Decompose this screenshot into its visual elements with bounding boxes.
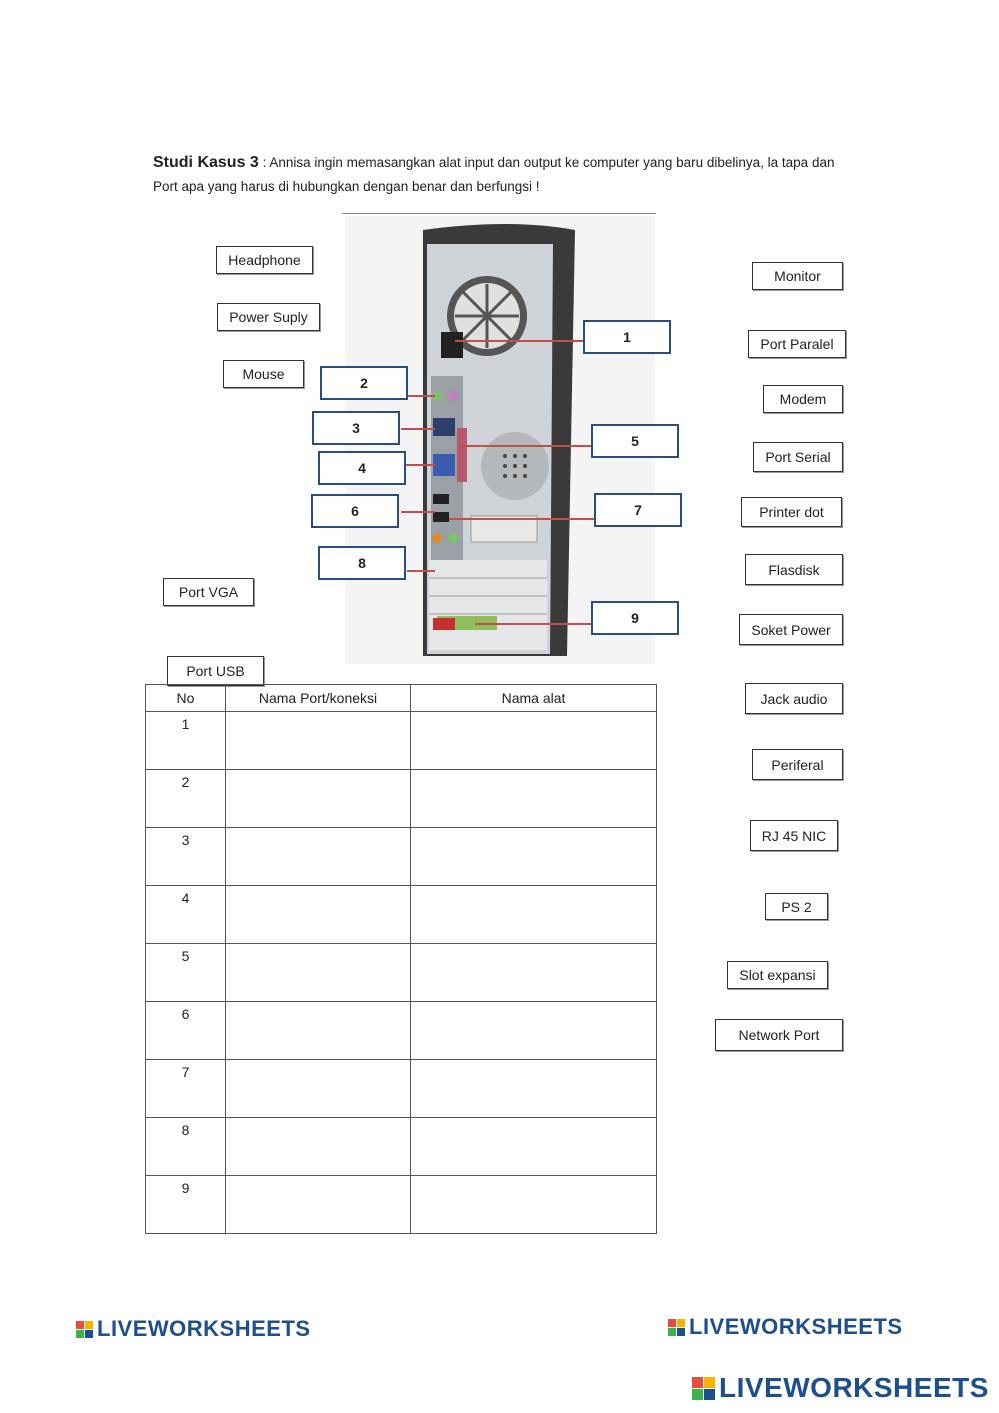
drop-cell-port[interactable]: [226, 770, 411, 828]
row-number: 4: [146, 886, 226, 944]
drop-cell-port[interactable]: [226, 1060, 411, 1118]
drop-cell-port[interactable]: [226, 1002, 411, 1060]
callout-6: 6: [311, 494, 399, 528]
table-row: [146, 1176, 657, 1234]
drop-cell-device[interactable]: [411, 1176, 657, 1234]
label-port-usb[interactable]: Port USB: [167, 656, 264, 686]
drop-cell-device[interactable]: [411, 712, 657, 770]
logo-mark-icon: [76, 1321, 93, 1338]
drop-cell-device[interactable]: [411, 944, 657, 1002]
liveworksheets-logo-right: [668, 1314, 903, 1340]
table-row: [146, 1118, 657, 1176]
drop-cell-device[interactable]: [411, 1118, 657, 1176]
drop-cell-port[interactable]: [226, 828, 411, 886]
table-row: [146, 1002, 657, 1060]
label-slot-expansi[interactable]: Slot expansi: [727, 961, 828, 989]
callout-4: 4: [318, 451, 406, 485]
callout-9: 9: [591, 601, 679, 635]
label-modem[interactable]: Modem: [763, 385, 843, 413]
header-port-name: Nama Port/koneksi: [226, 685, 411, 712]
label-monitor[interactable]: Monitor: [752, 262, 843, 290]
label-port-paralel[interactable]: Port Paralel: [748, 330, 846, 358]
label-port-vga[interactable]: Port VGA: [163, 578, 254, 606]
label-periferal[interactable]: Periferal: [752, 749, 843, 780]
row-number: 6: [146, 1002, 226, 1060]
table-row: [146, 828, 657, 886]
table-row: [146, 770, 657, 828]
label-network-port[interactable]: Network Port: [715, 1019, 843, 1051]
liveworksheets-logo-left: [76, 1316, 311, 1342]
drop-cell-device[interactable]: [411, 1060, 657, 1118]
logo-text: LIVEWORKSHEETS: [689, 1314, 903, 1339]
row-number: 8: [146, 1118, 226, 1176]
header-no: No: [146, 685, 226, 712]
label-port-serial[interactable]: Port Serial: [753, 442, 843, 472]
label-mouse[interactable]: Mouse: [223, 360, 304, 388]
drop-cell-device[interactable]: [411, 1002, 657, 1060]
label-headphone[interactable]: Headphone: [216, 246, 313, 274]
drop-cell-device[interactable]: [411, 886, 657, 944]
divider: [342, 213, 656, 214]
answer-table: [145, 684, 657, 1234]
table-row: [146, 712, 657, 770]
case-title: Studi Kasus 3: [153, 154, 259, 171]
logo-text: LIVEWORKSHEETS: [719, 1372, 989, 1403]
callout-1: 1: [583, 320, 671, 354]
drop-cell-port[interactable]: [226, 944, 411, 1002]
drop-cell-port[interactable]: [226, 1118, 411, 1176]
callout-3: 3: [312, 411, 400, 445]
label-jack-audio[interactable]: Jack audio: [745, 683, 843, 714]
row-number: 7: [146, 1060, 226, 1118]
drop-cell-device[interactable]: [411, 828, 657, 886]
row-number: 3: [146, 828, 226, 886]
callout-8: 8: [318, 546, 406, 580]
label-ps2[interactable]: PS 2: [765, 893, 828, 920]
callout-2: 2: [320, 366, 408, 400]
label-printer-dot[interactable]: Printer dot: [741, 497, 842, 527]
drop-cell-port[interactable]: [226, 886, 411, 944]
callout-7: 7: [594, 493, 682, 527]
header-device-name: Nama alat: [411, 685, 657, 712]
label-power-suply[interactable]: Power Suply: [217, 303, 320, 331]
drop-cell-port[interactable]: [226, 1176, 411, 1234]
logo-mark-icon: [692, 1377, 715, 1400]
row-number: 2: [146, 770, 226, 828]
label-rj45-nic[interactable]: RJ 45 NIC: [750, 820, 838, 851]
logo-text: LIVEWORKSHEETS: [97, 1316, 311, 1341]
case-text: : Annisa ingin memasangkan alat input dan output ke computer yang baru dibelinya, la tapa dan Port apa yang harus di hubungkan dengan benar dan berfungsi !: [153, 155, 835, 194]
liveworksheets-logo-bottom: [692, 1372, 989, 1404]
table-row: [146, 886, 657, 944]
label-flasdisk[interactable]: Flasdisk: [745, 554, 843, 585]
drop-cell-port[interactable]: [226, 712, 411, 770]
table-header-row: [146, 685, 657, 712]
logo-mark-icon: [668, 1319, 685, 1336]
table-row: [146, 1060, 657, 1118]
row-number: 1: [146, 712, 226, 770]
drop-cell-device[interactable]: [411, 770, 657, 828]
table-row: [146, 944, 657, 1002]
row-number: 5: [146, 944, 226, 1002]
callout-5: 5: [591, 424, 679, 458]
case-heading: [153, 151, 853, 199]
label-soket-power[interactable]: Soket Power: [739, 614, 843, 645]
row-number: 9: [146, 1176, 226, 1234]
